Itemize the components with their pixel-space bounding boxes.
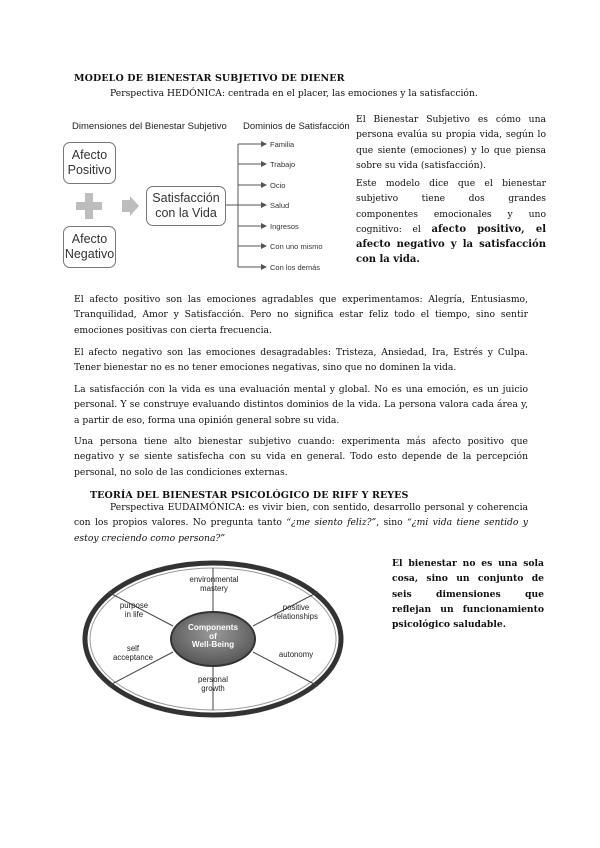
satisfaccion-line1: Satisfacción (152, 191, 220, 205)
paragraph-satisfaccion: La satisfacción con la vida es una evaluación mental y global. No es una emoción, es un juicio personal. Y se construye evaluando distintos dominios de la vida. La persona valora cada área y, a partir de eso, forma una opinión general sobre su vida. (74, 384, 528, 426)
paragraph-alto-bienestar: Una persona tiene alto bienestar subjetivo cuando: experimenta más afecto positivo que negativo y se siente satisfecha con su vida en general. Todo esto depende de la percepción personal, no solo de las condiciones externas. (74, 436, 528, 478)
wheel-pr-line2: relationships (274, 611, 318, 621)
wheel-positive-relationships (260, 604, 332, 621)
side1-paragraph1: El Bienestar Subjetivo es cómo una persona evalúa su propia vida, según lo que siente (emociones) y lo que piensa sobre su vida (satisfacción). (356, 114, 546, 171)
wheel-pg-line1: personal (198, 675, 228, 684)
diagram-left-title: Dimensiones del Bienestar Subjetivo (72, 121, 227, 132)
side2-paragraph: El bienestar no es una sola cosa, sino un conjunto de seis dimensiones que reflejan un funcionamiento psicológico saludable. (392, 558, 544, 631)
wheel-center-line3: Well-Being (191, 640, 235, 649)
satisfaccion-box (146, 186, 226, 226)
domain-con-los-demas: Con los demás (270, 263, 321, 272)
section2-paragraph (74, 500, 528, 546)
domain-familia: Familia (270, 140, 295, 149)
wheel-purpose-in-life (104, 602, 164, 619)
wheel-center-line2: of (209, 631, 217, 641)
afecto-positivo-box (63, 142, 116, 184)
domains-connector (226, 135, 276, 275)
afecto-negativo-line1: Afecto (71, 232, 108, 246)
afecto-negativo-box (63, 226, 116, 268)
wheel-em-line2: mastery (200, 583, 228, 593)
section2-question2: “¿mi vida tiene sentido y estoy creciendo como persona?” (74, 517, 528, 544)
wheel-pl-line1: purpose (119, 601, 149, 610)
paragraph-afecto-positivo: El afecto positivo son las emociones agradables que experimentamos: Alegría, Entusiasmo, Tranquilidad, Amor y Satisfacción. Pero no significa estar feliz todo el tiempo, sino sentir emociones positivas con cierta frecuencia. (74, 294, 528, 336)
section2-title: TEORÍA DEL BIENESTAR PSICOLÓGICO DE RIFF Y REYES (90, 490, 409, 501)
section2-question1: “¿me siento feliz?” (286, 517, 377, 529)
afecto-positivo-line2: Positivo (67, 163, 112, 177)
side1-p2-text: Este modelo dice que el bienestar subjetivo tiene dos grandes componentes emocionales y uno cognitivo: el (356, 178, 546, 235)
satisfaccion-line2: con la Vida (155, 206, 217, 220)
wheel-autonomy: autonomy (278, 650, 314, 659)
domain-ocio: Ocio (270, 181, 286, 190)
wheel-sa-line2: acceptance (113, 652, 153, 662)
arrow-right-icon (120, 196, 140, 216)
section2-text: Perspectiva EUDAIMÓNICA: es vivir bien, con sentido, desarrollo personal y coherencia con los propios valores. No pregunta tanto (74, 502, 528, 529)
domain-ingresos: Ingresos (270, 222, 299, 231)
wheel-sa-line1: self (126, 644, 140, 653)
plus-icon (74, 191, 104, 221)
wheel-em-line1: environmental (189, 575, 239, 584)
wheel-pr-line1: positive (282, 603, 310, 612)
diagram-right-title: Dominios de Satisfacción (243, 121, 350, 132)
wheel-pl-line2: in life (124, 609, 144, 619)
wheel-center-line1: Components (187, 623, 239, 632)
wellbeing-wheel (82, 560, 344, 718)
wheel-personal-growth (182, 676, 244, 693)
side1-paragraph2 (356, 176, 546, 268)
section1-title: MODELO DE BIENESTAR SUBJETIVO DE DIENER (74, 73, 345, 84)
wheel-environmental-mastery (176, 576, 252, 593)
wheel-center-label (180, 624, 246, 650)
afecto-negativo-line2: Negativo (64, 247, 115, 261)
section2-mid: , sino (376, 517, 408, 529)
side1-p2-bold: afecto positivo, el afecto negativo y la satisfacción con la vida. (356, 223, 546, 266)
domain-con-uno-mismo: Con uno mismo (270, 242, 323, 251)
paragraph-afecto-negativo: El afecto negativo son las emociones desagradables: Tristeza, Ansiedad, Ira, Estrés y Culpa. Tener bienestar no es no tener emociones negativas, sino que no dominen la vida. (74, 347, 528, 374)
afecto-positivo-line1: Afecto (71, 148, 108, 162)
domain-trabajo: Trabajo (270, 160, 296, 169)
wheel-self-acceptance (100, 645, 166, 662)
wheel-pg-line2: growth (201, 683, 225, 693)
domain-salud: Salud (270, 201, 290, 210)
section1-subtitle: Perspectiva HEDÓNICA: centrada en el placer, las emociones y la satisfacción. (110, 88, 478, 99)
